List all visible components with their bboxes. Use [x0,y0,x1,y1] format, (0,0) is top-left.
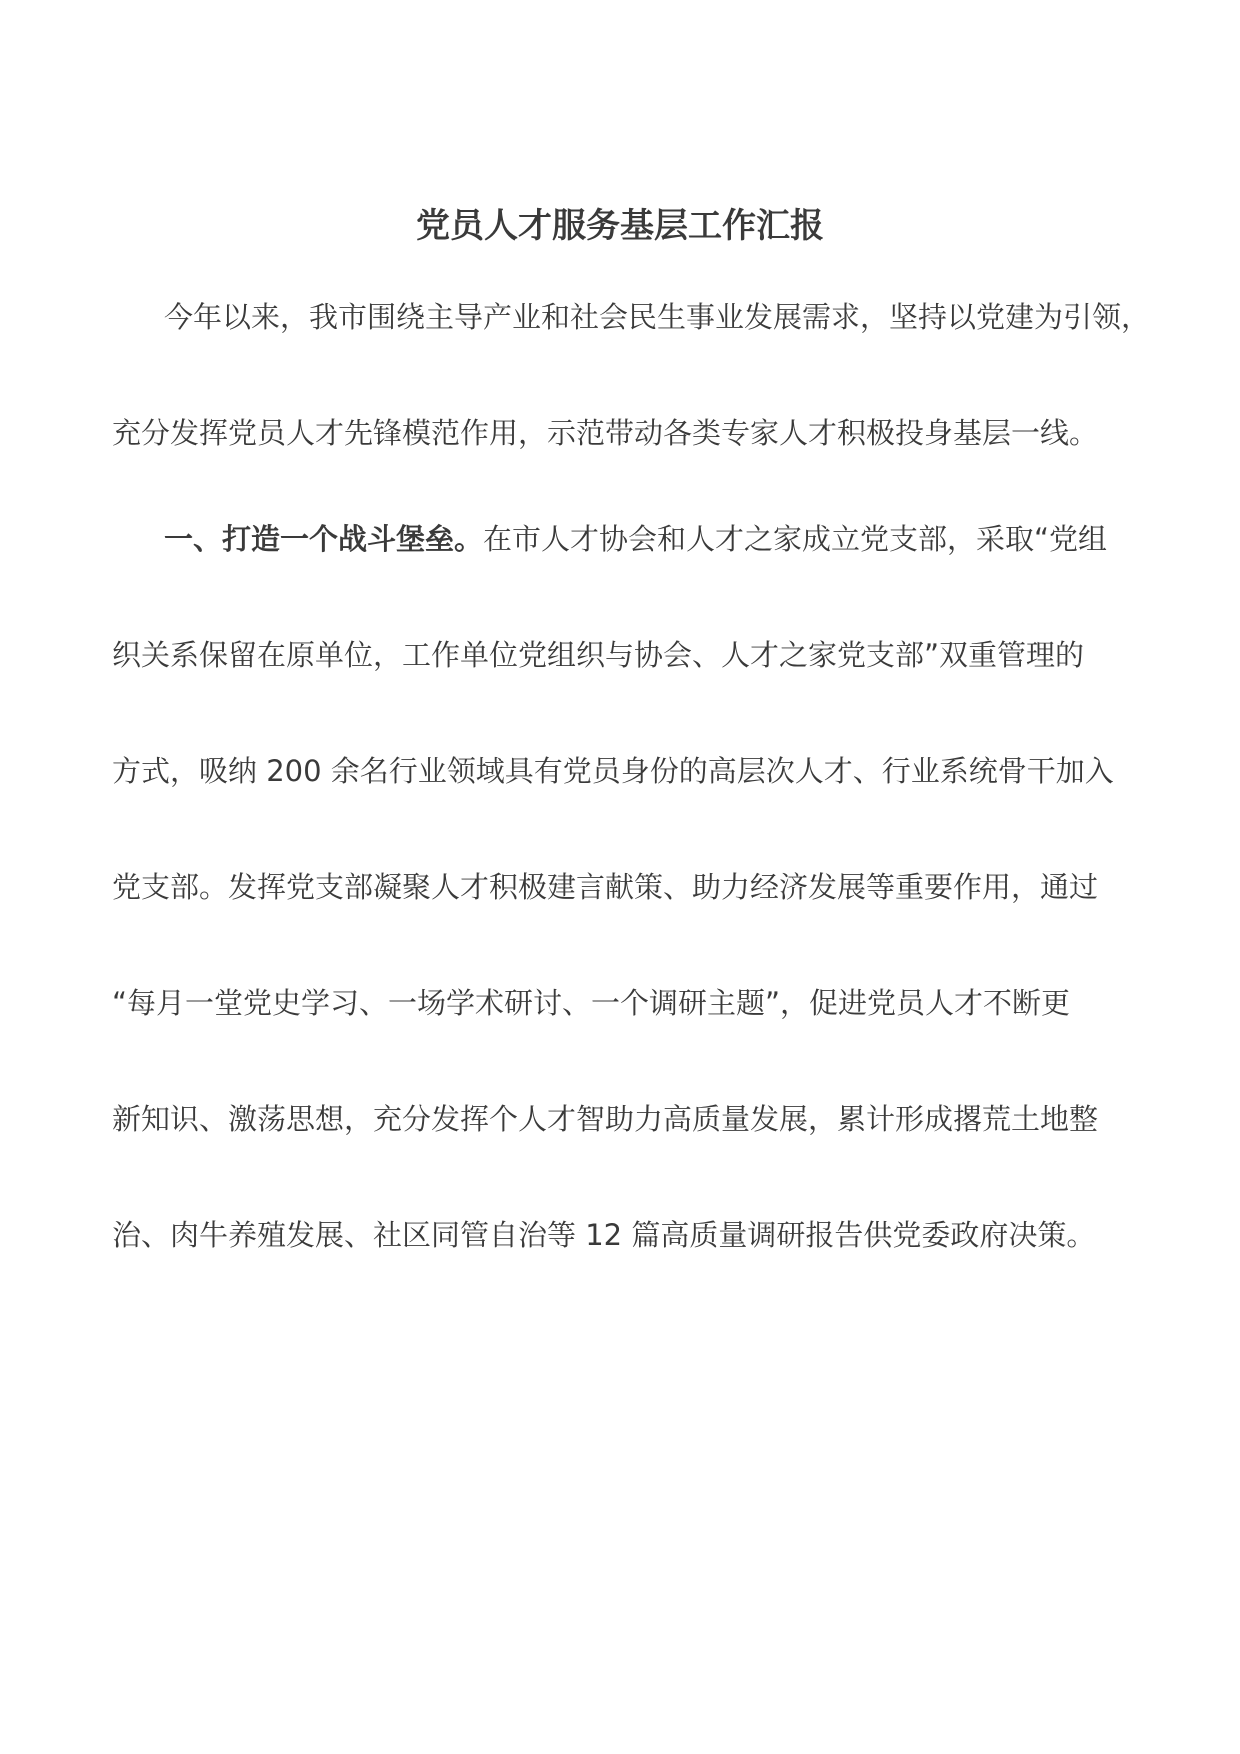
section-heading: 一、打造一个战斗堡垒。 [164,522,484,556]
paragraph-line: 充分发挥党员人才先锋模范作用，示范带动各类专家人才积极投身基层一线。 [112,416,1099,450]
paragraph-line: 方式，吸纳 200 余名行业领域具有党员身份的高层次人才、行业系统骨干加入 [112,754,1114,788]
paragraph-line: 治、肉牛养殖发展、社区同管自治等 12 篇高质量调研报告供党委政府决策。 [112,1218,1096,1252]
paragraph-line: “每月一堂党史学习、一场学术研讨、一个调研主题”，促进党员人才不断更 [112,986,1071,1020]
document-title: 党员人才服务基层工作汇报 [416,206,824,246]
paragraph-line: 今年以来，我市围绕主导产业和社会民生事业发展需求，坚持以党建为引领， [164,300,1151,334]
paragraph-line: 新知识、激荡思想，充分发挥个人才智助力高质量发展，累计形成撂荒土地整 [112,1102,1099,1136]
paragraph-line: 织关系保留在原单位，工作单位党组织与协会、人才之家党支部”双重管理的 [112,638,1085,672]
paragraph-line [164,519,1107,559]
paragraph-text: 在市人才协会和人才之家成立党支部，采取“党组 [483,522,1108,556]
paragraph-line: 党支部。发挥党支部凝聚人才积极建言献策、助力经济发展等重要作用，通过 [112,870,1099,904]
